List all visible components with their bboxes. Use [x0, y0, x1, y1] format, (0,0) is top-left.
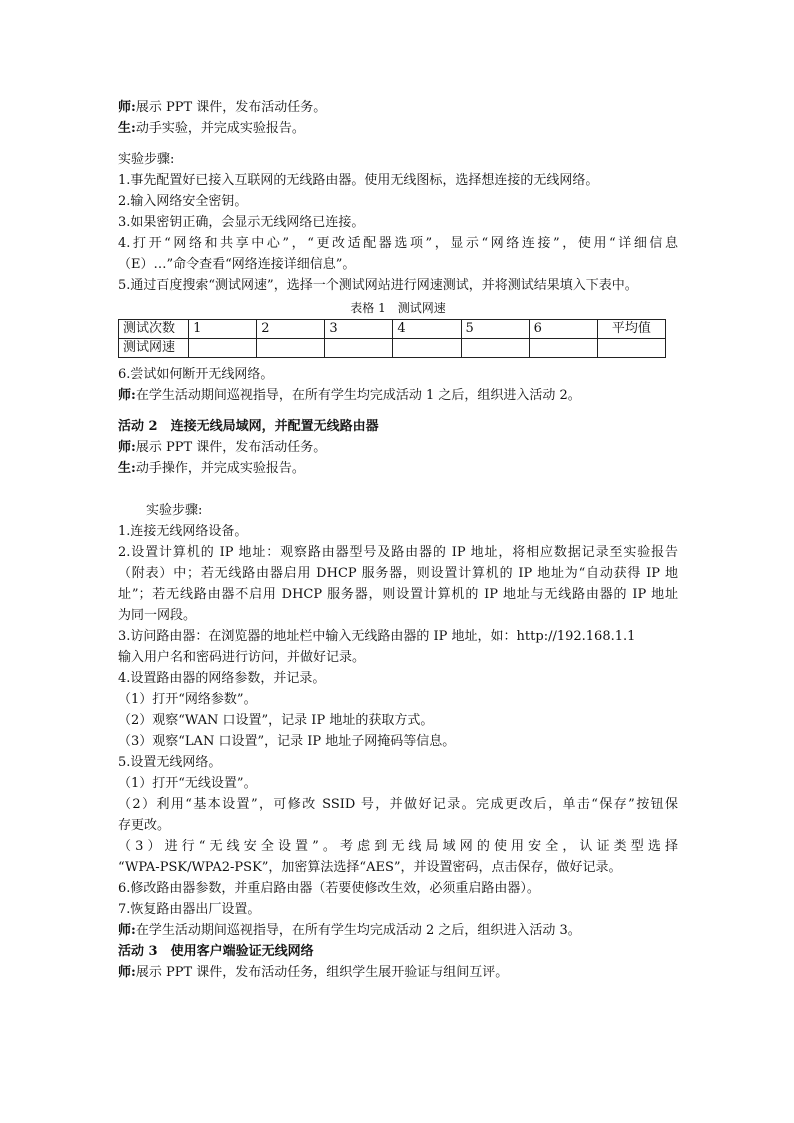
step2-3-cont: 输入用户名和密码进行访问，并做好记录。: [118, 650, 366, 665]
step1-4-cont: （E）…”命令查看“网络连接详细信息”。: [118, 257, 356, 272]
step2-5-3-cont: “WPA-PSK/WPA2-PSK”，加密算法选择“AES”，并设置密码，点击保存，做好记录。: [118, 860, 622, 875]
step2-1: 1.连接无线网络设备。: [118, 524, 248, 539]
step2-2-cont-c: 为同一网段。: [118, 608, 197, 623]
table-cell: 3: [325, 320, 393, 339]
student-line-1: 生:动手实验，并完成实验报告。: [118, 121, 305, 136]
step2-4-3: （3）观察“LAN 口设置”，记录 IP 地址子网掩码等信息。: [118, 734, 456, 749]
step2-5-2: （2）利用“基本设置”，可修改 SSID 号，并做好记录。完成更改后，单击“保存”按钮保: [118, 797, 678, 812]
step2-5-3: （3）进行“无线安全设置”。考虑到无线局域网的使用安全，认证类型选择: [118, 839, 678, 854]
table-cell: 4: [393, 320, 461, 339]
table-cell: [529, 339, 597, 358]
teacher-line-4: 师:在学生活动期间巡视指导，在所有学生均完成活动 2 之后，组织进入活动 3。: [118, 923, 581, 938]
step1-6: 6.尝试如何断开无线网络。: [118, 367, 274, 382]
step2-5: 5.设置无线网络。: [118, 755, 222, 770]
step1-1: 1.事先配置好已接入互联网的无线路由器。使用无线图标，选择想连接的无线网络。: [118, 173, 599, 188]
step2-6: 6.修改路由器参数，并重启路由器（若要使修改生效，必须重启路由器）。: [118, 881, 540, 896]
table-cell: [325, 339, 393, 358]
table-caption: 表格 1 测试网速: [350, 301, 446, 315]
table-cell: 测试网速: [119, 339, 189, 358]
teacher-line-2: 师:在学生活动期间巡视指导，在所有学生均完成活动 1 之后，组织进入活动 2。: [118, 388, 581, 403]
step2-5-2-cont: 存更改。: [118, 818, 171, 833]
step2-2: 2.设置计算机的 IP 地址：观察路由器型号及路由器的 IP 地址，将相应数据记录至实验报告: [118, 545, 678, 560]
activity2-heading: 活动 2 连接无线局域网，并配置无线路由器: [118, 419, 379, 434]
teacher-line-1: 师:展示 PPT 课件，发布活动任务。: [118, 100, 327, 115]
step2-3: 3.访问路由器：在浏览器的地址栏中输入无线路由器的 IP 地址，如：http://192.168.1.1: [118, 629, 636, 644]
table-cell: 平均值: [597, 320, 665, 339]
step2-4-1: （1）打开“网络参数”。: [118, 692, 257, 707]
step2-7: 7.恢复路由器出厂设置。: [118, 902, 261, 917]
table-cell: [393, 339, 461, 358]
teacher-line-5: 师:展示 PPT 课件，发布活动任务，组织学生展开验证与组间互评。: [118, 965, 509, 980]
table-cell: 1: [189, 320, 257, 339]
table-cell: 测试次数: [119, 320, 189, 339]
document-page: [118, 97, 678, 983]
steps2-title: 实验步骤:: [146, 503, 203, 518]
step2-2-cont-b: 址”；若无线路由器不启用 DHCP 服务器，则设置计算机的 IP 地址与无线路由器的 IP 地址: [118, 587, 678, 602]
student-line-2: 生:动手操作，并完成实验报告。: [118, 461, 305, 476]
table-cell: [189, 339, 257, 358]
table-cell: 5: [461, 320, 529, 339]
table-cell: [257, 339, 325, 358]
table-cell: 6: [529, 320, 597, 339]
step1-3: 3.如果密钥正确，会显示无线网络已连接。: [118, 215, 365, 230]
table-row: [119, 339, 666, 358]
activity3-heading: 活动 3 使用客户端验证无线网络: [118, 944, 314, 959]
step2-2-cont-a: （附表）中；若无线路由器启用 DHCP 服务器，则设置计算机的 IP 地址为“自动获得 IP 地: [118, 566, 678, 581]
step2-4-2: （2）观察“WAN 口设置”，记录 IP 地址的获取方式。: [118, 713, 434, 728]
teacher-line-3: 师:展示 PPT 课件，发布活动任务。: [118, 440, 327, 455]
step2-4: 4.设置路由器的网络参数，并记录。: [118, 671, 326, 686]
speed-test-table: [118, 319, 666, 358]
steps1-title: 实验步骤:: [118, 152, 175, 167]
table-cell: [461, 339, 529, 358]
table-cell: [597, 339, 665, 358]
table-row: [119, 320, 666, 339]
step1-2: 2.输入网络安全密钥。: [118, 194, 248, 209]
step1-5: 5.通过百度搜索“测试网速”，选择一个测试网站进行网速测试，并将测试结果填入下表中。: [118, 278, 638, 293]
table-cell: 2: [257, 320, 325, 339]
step2-5-1: （1）打开“无线设置”。: [118, 776, 257, 791]
step1-4: 4.打开“网络和共享中心”，“更改适配器选项”，显示“网络连接”，使用“详细信息: [118, 236, 678, 251]
